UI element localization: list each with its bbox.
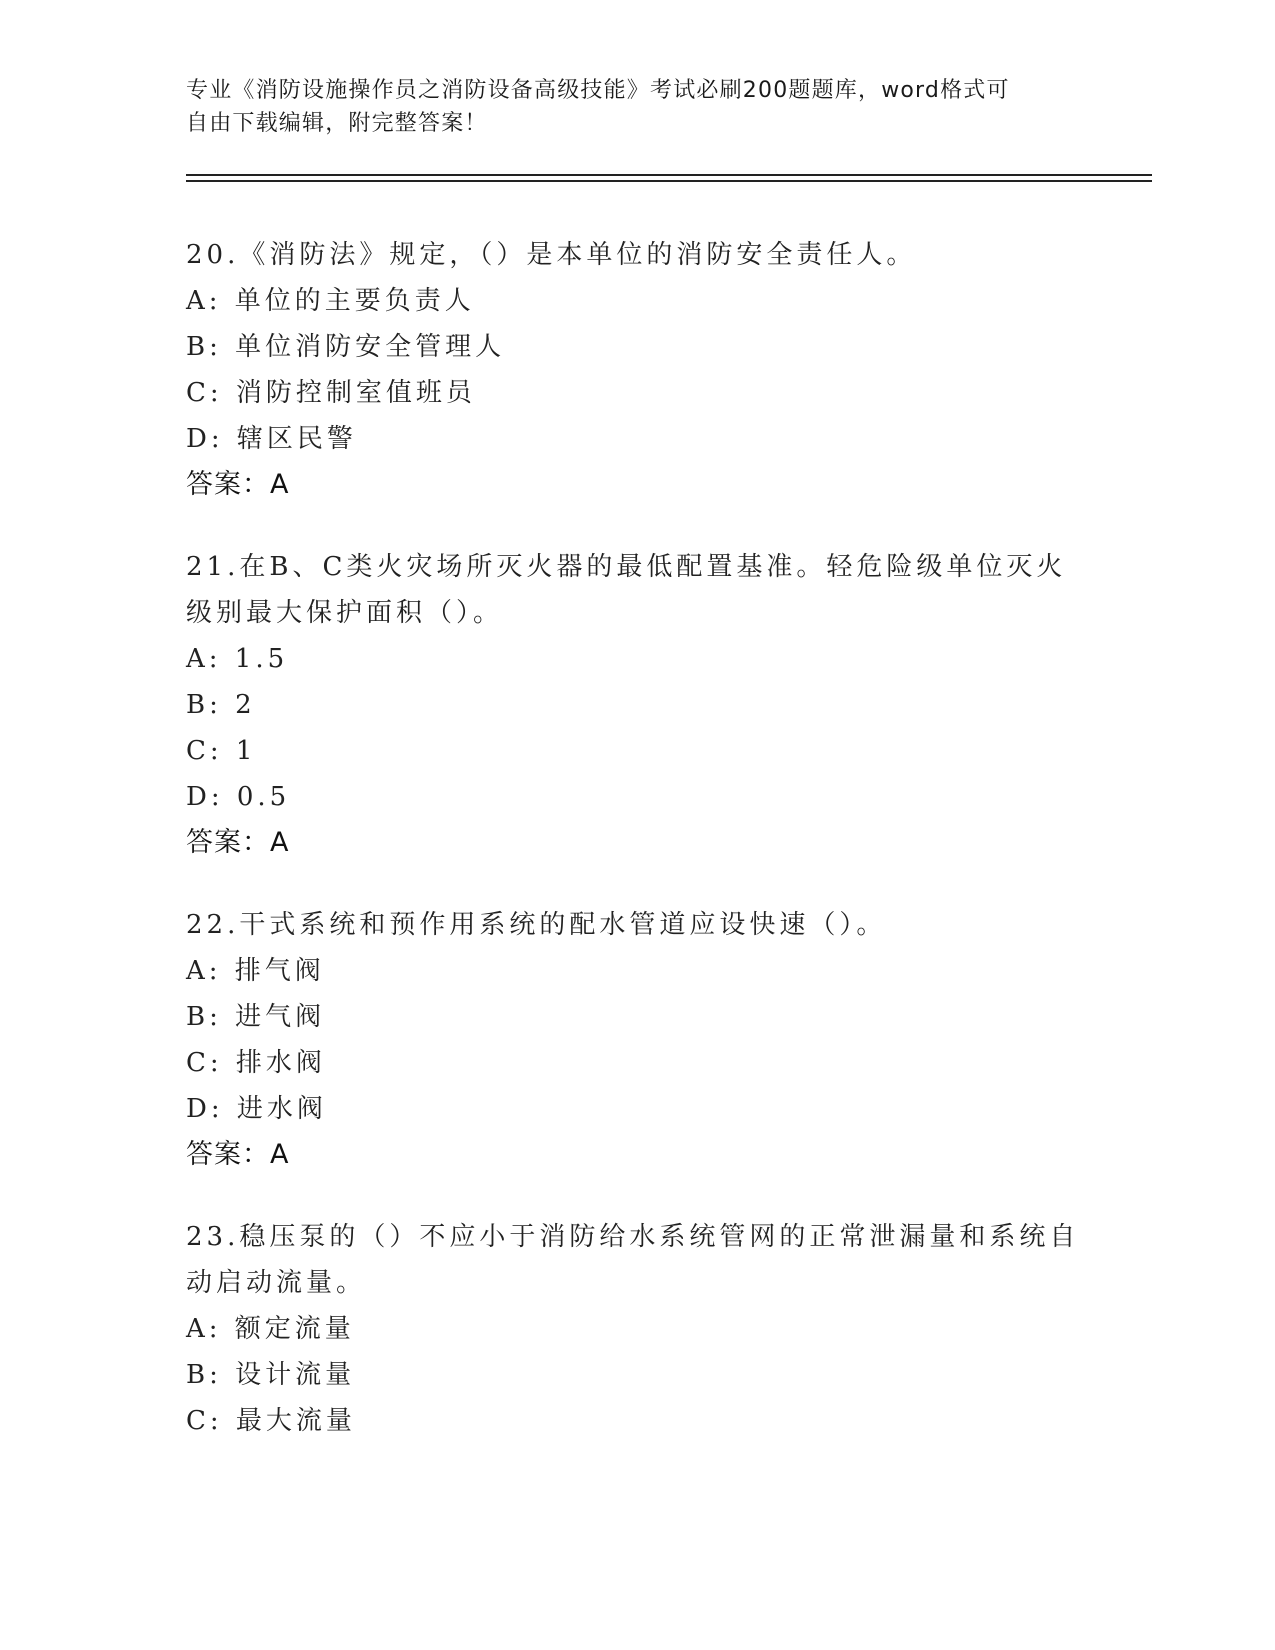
option-b: B: 进气阀 [186, 994, 1086, 1040]
option-letter: C [186, 378, 210, 408]
option-letter: B [186, 1002, 210, 1032]
option-text: 额定流量 [234, 1314, 355, 1344]
option-c: C: 1 [186, 728, 1086, 774]
question-text: 21.在B、C类火灾场所灭火器的最低配置基准。轻危险级单位灭火级别最大保护面积（）。 [186, 552, 1067, 628]
question-text: 20.《消防法》规定，（）是本单位的消防安全责任人。 [186, 240, 917, 270]
option-text: 消防控制室值班员 [235, 378, 476, 408]
option-letter: C [186, 1406, 210, 1436]
option-letter: A [186, 644, 209, 674]
option-a: A: 额定流量 [186, 1306, 1086, 1352]
option-a: A: 排气阀 [186, 948, 1086, 994]
option-text: 1 [235, 736, 257, 766]
header-divider-top [186, 174, 1152, 176]
option-text: 单位的主要负责人 [234, 286, 475, 316]
option-letter: A [186, 956, 209, 986]
option-letter: A [186, 286, 209, 316]
option-text: 1.5 [234, 644, 289, 674]
option-text: 排水阀 [235, 1048, 326, 1078]
answer-line: 答案：A [186, 469, 290, 500]
option-text: 排气阀 [234, 956, 325, 986]
option-letter: B [186, 690, 210, 720]
header-divider-bottom [186, 180, 1152, 182]
option-letter: B [186, 332, 210, 362]
option-text: 进气阀 [235, 1002, 326, 1032]
question-22 [186, 902, 1086, 1178]
option-c: C: 消防控制室值班员 [186, 370, 1086, 416]
option-d: D: 进水阀 [186, 1086, 1086, 1132]
question-text: 23.稳压泵的（）不应小于消防给水系统管网的正常泄漏量和系统自动启动流量。 [186, 1222, 1080, 1298]
option-text: 单位消防安全管理人 [235, 332, 506, 362]
option-letter: A [186, 1314, 209, 1344]
option-text: 2 [235, 690, 256, 720]
option-letter: D [186, 424, 211, 454]
header-line-1: 专业《消防设施操作员之消防设备高级技能》考试必刷200题题库，word格式可 [186, 78, 1010, 103]
option-a: A: 1.5 [186, 636, 1086, 682]
option-letter: D [186, 1094, 211, 1124]
question-text: 22.干式系统和预作用系统的配水管道应设快速（）。 [186, 910, 887, 940]
answer-line: 答案：A [186, 1139, 290, 1170]
document-header [186, 74, 1066, 140]
option-b: B: 设计流量 [186, 1352, 1086, 1398]
option-d: D: 0.5 [186, 774, 1086, 820]
question-23 [186, 1214, 1086, 1444]
option-text: 最大流量 [235, 1406, 356, 1436]
question-20 [186, 232, 1086, 508]
option-letter: C [186, 1048, 210, 1078]
option-d: D: 辖区民警 [186, 416, 1086, 462]
option-text: 0.5 [236, 782, 291, 812]
question-list [186, 232, 1086, 1480]
option-letter: C [186, 736, 210, 766]
answer-line: 答案：A [186, 827, 290, 858]
option-text: 进水阀 [236, 1094, 327, 1124]
option-text: 辖区民警 [236, 424, 357, 454]
option-text: 设计流量 [235, 1360, 356, 1390]
header-line-2: 自由下载编辑，附完整答案！ [186, 111, 488, 136]
option-letter: D [186, 782, 211, 812]
option-b: B: 2 [186, 682, 1086, 728]
option-c: C: 排水阀 [186, 1040, 1086, 1086]
option-b: B: 单位消防安全管理人 [186, 324, 1086, 370]
question-21 [186, 544, 1086, 866]
option-letter: B [186, 1360, 210, 1390]
option-a: A: 单位的主要负责人 [186, 278, 1086, 324]
option-c: C: 最大流量 [186, 1398, 1086, 1444]
